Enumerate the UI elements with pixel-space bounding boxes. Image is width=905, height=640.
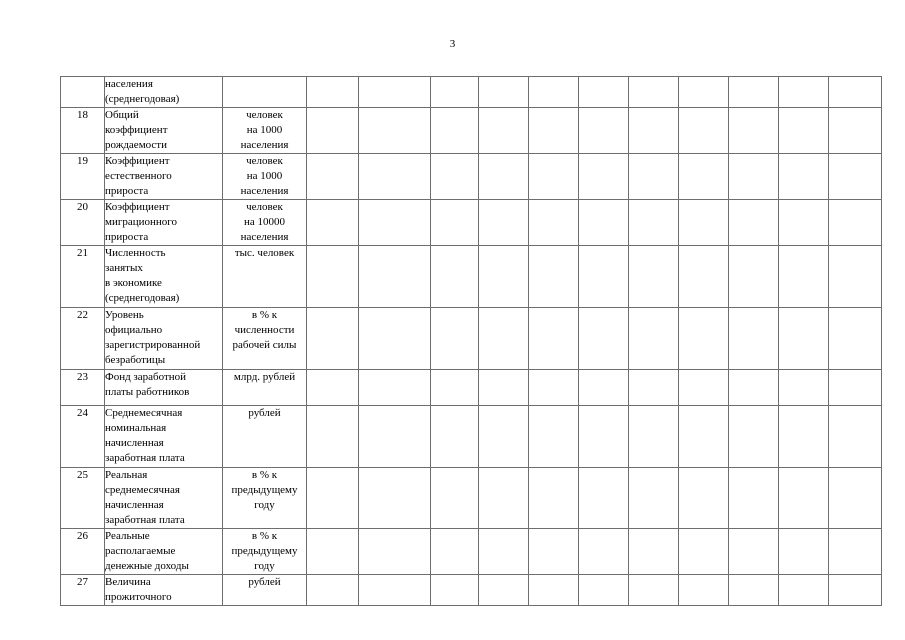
table-row — [61, 77, 882, 108]
row-number: 19 — [61, 154, 105, 200]
value-cell — [529, 406, 579, 468]
value-cell — [359, 370, 431, 406]
unit-line: на 1000 — [246, 170, 283, 182]
indicator-name — [105, 246, 223, 308]
indicator-name-line: миграционного — [105, 216, 178, 228]
indicator-name-line: коэффициент — [105, 124, 168, 136]
value-cell — [829, 468, 882, 529]
indicator-name — [105, 575, 223, 606]
value-cell — [307, 108, 359, 154]
indicator-name-line: населения — [105, 78, 153, 90]
indicator-name-line: (среднегодовая) — [105, 292, 180, 304]
value-cell — [479, 529, 529, 575]
value-cell — [479, 406, 529, 468]
unit-line: человек — [246, 109, 283, 121]
value-cell — [579, 108, 629, 154]
value-cell — [729, 200, 779, 246]
value-cell — [579, 406, 629, 468]
table-row — [61, 529, 882, 575]
indicator-name — [105, 370, 223, 406]
value-cell — [431, 108, 479, 154]
indicator-name-line: Общий — [105, 109, 139, 121]
value-cell — [579, 77, 629, 108]
table-row — [61, 246, 882, 308]
value-cell — [307, 468, 359, 529]
unit-line: тыс. человек — [234, 247, 295, 259]
value-cell — [431, 468, 479, 529]
indicator-name — [105, 77, 223, 108]
indicator-name — [105, 468, 223, 529]
value-cell — [431, 529, 479, 575]
value-cell — [729, 468, 779, 529]
value-cell — [479, 468, 529, 529]
unit-line: в % к — [251, 309, 278, 321]
unit-line: населения — [240, 231, 289, 243]
row-number — [61, 77, 105, 108]
unit-line: рабочей силы — [232, 339, 297, 351]
value-cell — [479, 108, 529, 154]
value-cell — [629, 468, 679, 529]
indicator-name-line: платы работников — [105, 386, 190, 398]
indicator-name — [105, 308, 223, 370]
unit-of-measure — [223, 246, 307, 308]
indicators-table — [60, 76, 882, 606]
unit-line: на 10000 — [243, 216, 286, 228]
unit-line: рублей — [248, 407, 281, 419]
row-number: 20 — [61, 200, 105, 246]
table-row — [61, 370, 882, 406]
value-cell — [679, 370, 729, 406]
unit-line: предыдущему — [231, 484, 298, 496]
value-cell — [629, 154, 679, 200]
value-cell — [431, 154, 479, 200]
table-row — [61, 575, 882, 606]
value-cell — [359, 200, 431, 246]
value-cell — [479, 77, 529, 108]
indicator-name — [105, 154, 223, 200]
value-cell — [529, 308, 579, 370]
value-cell — [359, 77, 431, 108]
value-cell — [359, 246, 431, 308]
indicator-name-line: заработная плата — [105, 452, 185, 464]
value-cell — [307, 200, 359, 246]
indicator-name-line: располагаемые — [105, 545, 176, 557]
unit-line: млрд. рублей — [233, 371, 296, 383]
value-cell — [729, 308, 779, 370]
value-cell — [679, 77, 729, 108]
indicator-name-line: официально — [105, 324, 163, 336]
value-cell — [629, 246, 679, 308]
indicator-name — [105, 529, 223, 575]
value-cell — [779, 108, 829, 154]
value-cell — [829, 154, 882, 200]
value-cell — [579, 468, 629, 529]
value-cell — [307, 308, 359, 370]
unit-line: населения — [240, 185, 289, 197]
value-cell — [829, 529, 882, 575]
unit-of-measure — [223, 108, 307, 154]
value-cell — [359, 529, 431, 575]
unit-of-measure — [223, 308, 307, 370]
value-cell — [431, 575, 479, 606]
indicator-name-line: начисленная — [105, 499, 164, 511]
value-cell — [829, 246, 882, 308]
value-cell — [529, 108, 579, 154]
value-cell — [679, 154, 729, 200]
indicator-name-line: естественного — [105, 170, 172, 182]
value-cell — [529, 154, 579, 200]
value-cell — [529, 370, 579, 406]
value-cell — [829, 406, 882, 468]
value-cell — [307, 246, 359, 308]
unit-of-measure — [223, 77, 307, 108]
value-cell — [579, 154, 629, 200]
value-cell — [729, 108, 779, 154]
unit-of-measure — [223, 154, 307, 200]
table-row — [61, 468, 882, 529]
indicator-name-line: Уровень — [105, 309, 144, 321]
value-cell — [829, 77, 882, 108]
row-number: 24 — [61, 406, 105, 468]
indicator-name-line: прироста — [105, 231, 149, 243]
row-number: 23 — [61, 370, 105, 406]
table-row — [61, 308, 882, 370]
unit-of-measure — [223, 575, 307, 606]
value-cell — [359, 308, 431, 370]
table-row — [61, 108, 882, 154]
value-cell — [479, 200, 529, 246]
indicator-name — [105, 108, 223, 154]
value-cell — [679, 200, 729, 246]
value-cell — [779, 575, 829, 606]
indicator-name-line: Численность — [105, 247, 166, 259]
indicator-name-line: (среднегодовая) — [105, 93, 180, 105]
value-cell — [529, 200, 579, 246]
value-cell — [479, 308, 529, 370]
value-cell — [431, 406, 479, 468]
value-cell — [629, 575, 679, 606]
value-cell — [729, 406, 779, 468]
value-cell — [629, 529, 679, 575]
value-cell — [529, 575, 579, 606]
value-cell — [629, 77, 679, 108]
value-cell — [529, 468, 579, 529]
value-cell — [829, 575, 882, 606]
indicator-name-line: рождаемости — [105, 139, 167, 151]
indicator-name-line: Реальная — [105, 469, 148, 481]
value-cell — [829, 200, 882, 246]
indicator-name-line: Среднемесячная — [105, 407, 183, 419]
unit-of-measure — [223, 370, 307, 406]
row-number: 26 — [61, 529, 105, 575]
value-cell — [579, 200, 629, 246]
value-cell — [779, 406, 829, 468]
unit-line: населения — [240, 139, 289, 151]
unit-of-measure — [223, 200, 307, 246]
indicator-name-line: Коэффициент — [105, 155, 170, 167]
value-cell — [779, 154, 829, 200]
value-cell — [307, 529, 359, 575]
row-number: 21 — [61, 246, 105, 308]
indicator-name-line: прожиточного — [105, 591, 172, 603]
value-cell — [829, 308, 882, 370]
value-cell — [679, 246, 729, 308]
value-cell — [679, 308, 729, 370]
value-cell — [307, 77, 359, 108]
value-cell — [679, 406, 729, 468]
value-cell — [431, 246, 479, 308]
unit-line: предыдущему — [231, 545, 298, 557]
unit-line: человек — [246, 201, 283, 213]
value-cell — [359, 468, 431, 529]
value-cell — [579, 246, 629, 308]
value-cell — [579, 529, 629, 575]
indicator-name-line: денежные доходы — [105, 560, 189, 572]
indicator-name — [105, 406, 223, 468]
indicator-name-line: прироста — [105, 185, 149, 197]
row-number: 22 — [61, 308, 105, 370]
value-cell — [729, 154, 779, 200]
value-cell — [307, 575, 359, 606]
value-cell — [359, 108, 431, 154]
table-row — [61, 200, 882, 246]
value-cell — [729, 370, 779, 406]
indicator-name-line: Фонд заработной — [105, 371, 187, 383]
value-cell — [479, 575, 529, 606]
value-cell — [779, 468, 829, 529]
indicator-name-line: Реальные — [105, 530, 150, 542]
unit-line: человек — [246, 155, 283, 167]
value-cell — [629, 200, 679, 246]
value-cell — [579, 575, 629, 606]
page-number: 3 — [449, 38, 456, 50]
row-number: 18 — [61, 108, 105, 154]
value-cell — [779, 77, 829, 108]
value-cell — [779, 370, 829, 406]
value-cell — [529, 77, 579, 108]
value-cell — [679, 468, 729, 529]
value-cell — [729, 575, 779, 606]
indicator-name-line: Величина — [105, 576, 151, 588]
value-cell — [679, 108, 729, 154]
indicator-name-line: безработицы — [105, 354, 166, 366]
value-cell — [529, 246, 579, 308]
table-row — [61, 154, 882, 200]
indicator-name-line: среднемесячная — [105, 484, 180, 496]
indicator-name — [105, 200, 223, 246]
value-cell — [679, 529, 729, 575]
value-cell — [629, 308, 679, 370]
value-cell — [479, 370, 529, 406]
value-cell — [679, 575, 729, 606]
row-number: 27 — [61, 575, 105, 606]
value-cell — [779, 308, 829, 370]
value-cell — [431, 77, 479, 108]
value-cell — [529, 529, 579, 575]
indicator-name-line: зарегистрированной — [105, 339, 201, 351]
value-cell — [431, 370, 479, 406]
row-number: 25 — [61, 468, 105, 529]
unit-of-measure — [223, 529, 307, 575]
value-cell — [729, 529, 779, 575]
value-cell — [829, 108, 882, 154]
indicator-name-line: Коэффициент — [105, 201, 170, 213]
unit-of-measure — [223, 406, 307, 468]
value-cell — [307, 154, 359, 200]
unit-of-measure — [223, 468, 307, 529]
value-cell — [729, 77, 779, 108]
value-cell — [307, 370, 359, 406]
value-cell — [629, 406, 679, 468]
indicator-name-line: начисленная — [105, 437, 164, 449]
value-cell — [779, 529, 829, 575]
unit-line: численности — [234, 324, 295, 336]
indicator-name-line: в экономике — [105, 277, 162, 289]
indicator-name-line: занятых — [105, 262, 143, 274]
value-cell — [359, 575, 431, 606]
value-cell — [307, 406, 359, 468]
value-cell — [629, 370, 679, 406]
value-cell — [359, 406, 431, 468]
indicator-name-line: заработная плата — [105, 514, 185, 526]
unit-line: на 1000 — [246, 124, 283, 136]
value-cell — [779, 200, 829, 246]
value-cell — [359, 154, 431, 200]
unit-line: в % к — [251, 530, 278, 542]
value-cell — [479, 154, 529, 200]
value-cell — [729, 246, 779, 308]
unit-line: в % к — [251, 469, 278, 481]
indicator-name-line: номинальная — [105, 422, 167, 434]
value-cell — [629, 108, 679, 154]
value-cell — [579, 308, 629, 370]
value-cell — [579, 370, 629, 406]
table-row — [61, 406, 882, 468]
value-cell — [431, 200, 479, 246]
unit-line: году — [254, 499, 275, 511]
value-cell — [829, 370, 882, 406]
value-cell — [779, 246, 829, 308]
unit-line: рублей — [248, 576, 281, 588]
unit-line: году — [254, 560, 275, 572]
value-cell — [479, 246, 529, 308]
value-cell — [431, 308, 479, 370]
